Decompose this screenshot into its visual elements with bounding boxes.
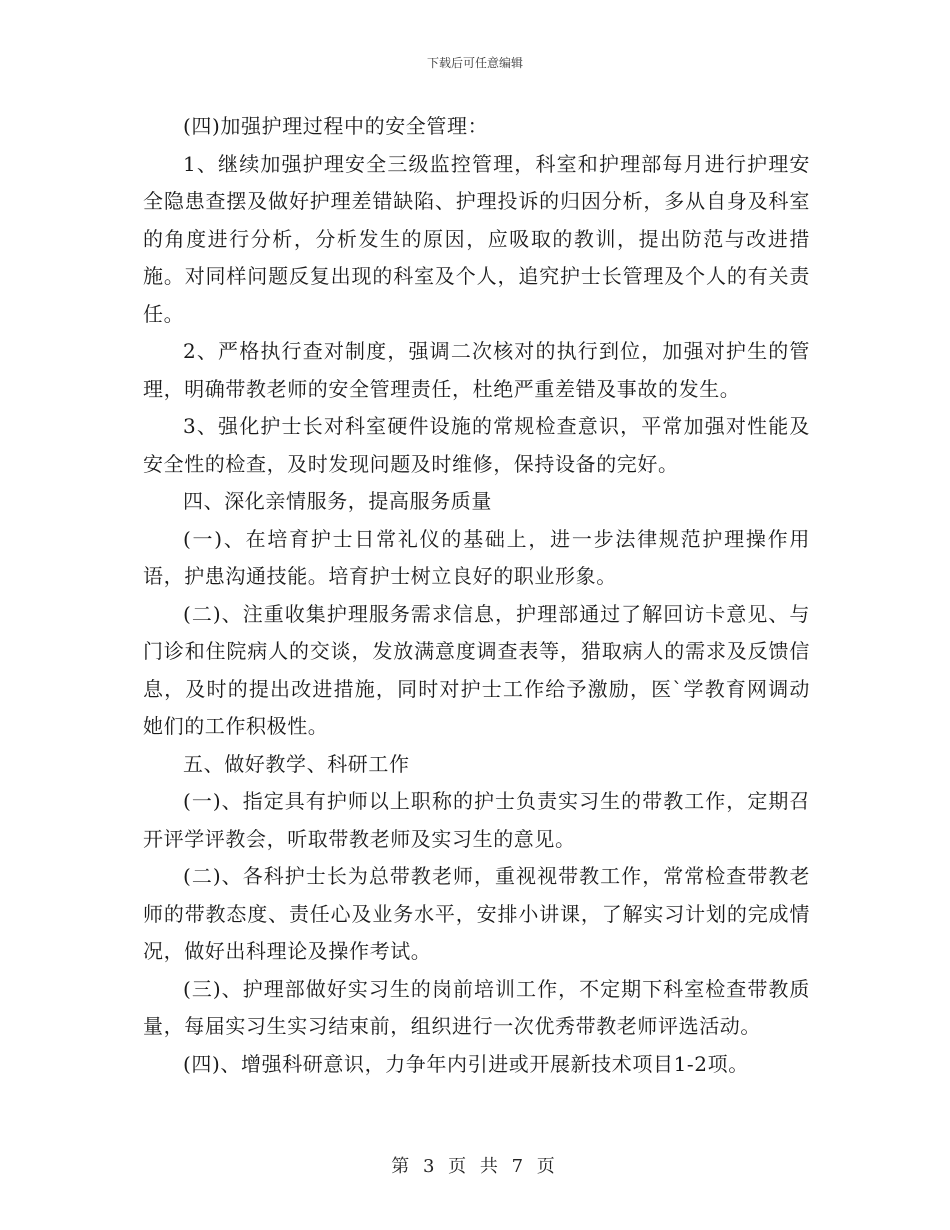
paragraph-sub-2: (二)、注重收集护理服务需求信息，护理部通过了解回访卡意见、与门诊和住院病人的交谈，发放满意度调查表等，猎取病人的需求及反馈信息，及时的提出改进措施，同时对护士工作给予激励，医`学教育网调动她们的工作积极性。 [143, 601, 810, 738]
section-heading-four: 四、深化亲情服务，提高服务质量 [183, 489, 492, 513]
paragraph-item-1: 1、继续加强护理安全三级监控管理，科室和护理部每月进行护理安全隐患查摆及做好护理差错缺陷、护理投诉的归因分析，多从自身及科室的角度进行分析，分析发生的原因，应吸取的教训，提出防范与改进措施。对同样问题反复出现的科室及个人，追究护士长管理及个人的有关责任。 [143, 151, 810, 326]
page-number-footer: 第 3 页 共 7 页 [391, 1156, 559, 1177]
paragraph-teaching-3: (三)、护理部做好实习生的岗前培训工作，不定期下科室检查带教质量，每届实习生实习结束前，组织进行一次优秀带教老师评选活动。 [143, 976, 810, 1038]
paragraph-teaching-2: (二)、各科护士长为总带教老师，重视视带教工作，常常检查带教老师的带教态度、责任心及业务水平，安排小讲课，了解实习计划的完成情况，做好出科理论及操作考试。 [143, 864, 810, 963]
paragraph-item-3: 3、强化护士长对科室硬件设施的常规检查意识，平常加强对性能及安全性的检查，及时发现问题及时维修，保持设备的完好。 [143, 414, 810, 476]
paragraph-item-2: 2、严格执行查对制度，强调二次核对的执行到位，加强对护生的管理，明确带教老师的安全管理责任，杜绝严重差错及事故的发生。 [143, 339, 810, 401]
paragraph-research-4: (四)、增强科研意识，力争年内引进或开展新技术项目1-2项。 [183, 1051, 749, 1076]
paragraph-sub-1: (一)、在培育护士日常礼仪的基础上，进一步法律规范护理操作用语，护患沟通技能。培育护士树立良好的职业形象。 [143, 526, 810, 588]
paragraph-section-heading-4: (四)加强护理过程中的安全管理： [183, 114, 489, 138]
section-heading-five: 五、做好教学、科研工作 [183, 751, 410, 776]
document-body [143, 108, 810, 1083]
paragraph-teaching-1: (一)、指定具有护师以上职称的护士负责实习生的带教工作，定期召开评学评教会，听取带教老师及实习生的意见。 [143, 789, 810, 851]
page-header-note: 下载后可任意编辑 [426, 56, 523, 70]
